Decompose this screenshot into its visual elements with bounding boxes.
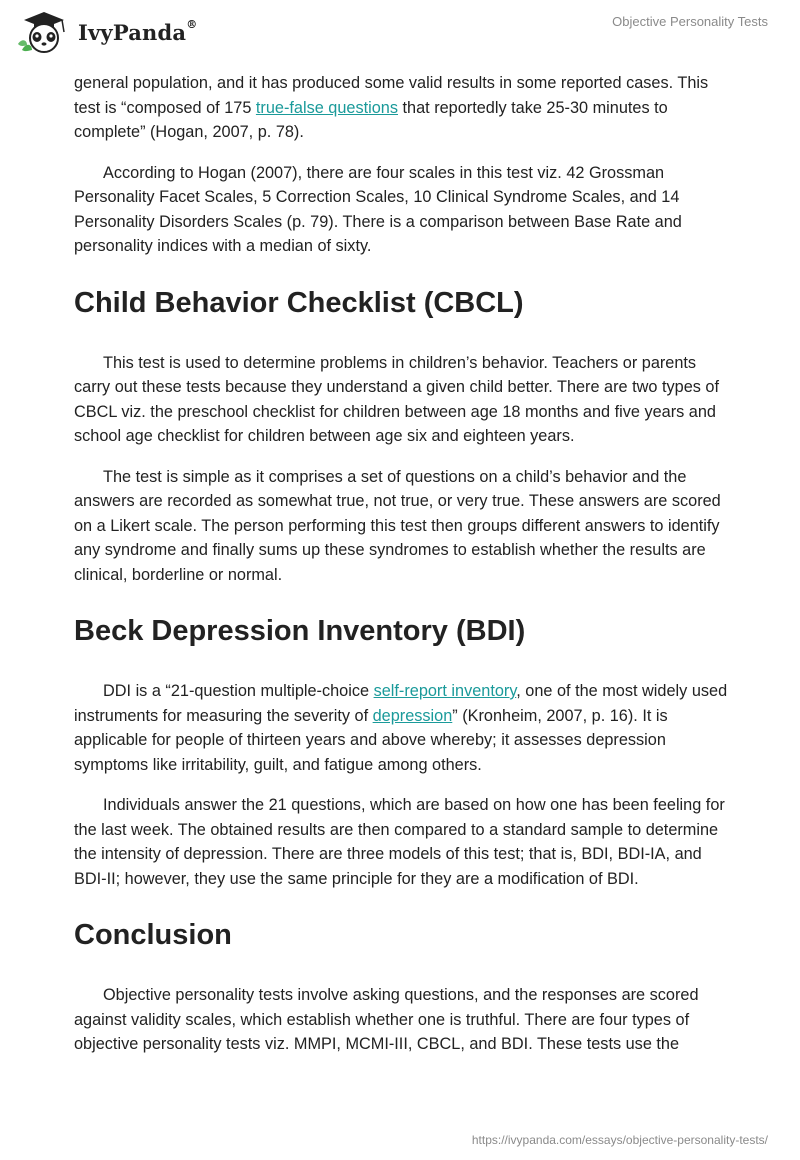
paragraph: The test is simple as it comprises a set of questions on a child’s behavior and the answers are recorded as somewhat true, not true, or very true. These answers are scored on a Likert scale. The person performing this test then groups different answers to identify any syndrome and finally sums up these syndromes to establish whether the results are clinical, borderline or normal.: [74, 467, 721, 584]
depression-link[interactable]: depression: [372, 706, 453, 725]
paragraph: According to Hogan (2007), there are four scales in this test viz. 42 Grossman Personality Facet Scales, 5 Correction Scales, 10 Clinical Syndrome Scales, and 14 Personality Disorders Scales (p. 79). There is a comparison between Base Rate and personality indices with a median of sixty.: [74, 163, 682, 255]
paragraph: Objective personality tests involve asking questions, and the responses are scored against validity scales, which establish whether one is truthful. There are four types of objective personality tests viz. MMPI, MCMI-III, CBCL, and BDI. These tests use the: [74, 986, 699, 1053]
brand-name: IvyPanda®: [78, 17, 198, 45]
page-header: [0, 0, 800, 64]
self-report-inventory-link[interactable]: self-report inventory: [373, 682, 517, 700]
brand-logo[interactable]: [16, 10, 197, 54]
document-title: Objective Personality Tests: [612, 14, 768, 29]
section-heading-cbcl: Child Behavior Checklist (CBCL): [74, 286, 524, 319]
paragraph: This test is used to determine problems in children’s behavior. Teachers or parents carry out these tests because they understand a given child better. There are two types of CBCL viz. the preschool checklist for children between age 18 months and five years and school age checklist for children between age six and eighteen years.: [74, 353, 719, 445]
article-body: [74, 71, 734, 1073]
panda-logo-icon: [16, 10, 72, 54]
paragraph: DDI is a “21-question multiple-choice self-report inventory, one of the most widely used instruments for measuring the severity of depression” (Kronheim, 2007, p. 16). It is applicable for people of thirteen years and above whereby; it assesses depression symptoms like irritability, guilt, and fatigue among others.: [74, 682, 728, 774]
section-heading-bdi: Beck Depression Inventory (BDI): [74, 615, 526, 647]
paragraph: Individuals answer the 21 questions, which are based on how one has been feeling for the last week. The obtained results are then compared to a standard sample to determine the intensity of depression. There are three models of this test; that is, BDI, BDI-IA, and BDI-II; however, they use the same principle for they are a modification of BDI.: [74, 796, 725, 888]
paragraph: general population, and it has produced some valid results in some reported cases. This test is “composed of 175 true-false questions that reportedly take 25-30 minutes to complete” (Hogan, 2007, p. 78).: [74, 74, 709, 141]
footer-url[interactable]: https://ivypanda.com/essays/objective-personality-tests/: [471, 1133, 768, 1147]
true-false-questions-link[interactable]: true-false questions: [255, 98, 398, 117]
section-heading-conclusion: Conclusion: [74, 919, 232, 951]
